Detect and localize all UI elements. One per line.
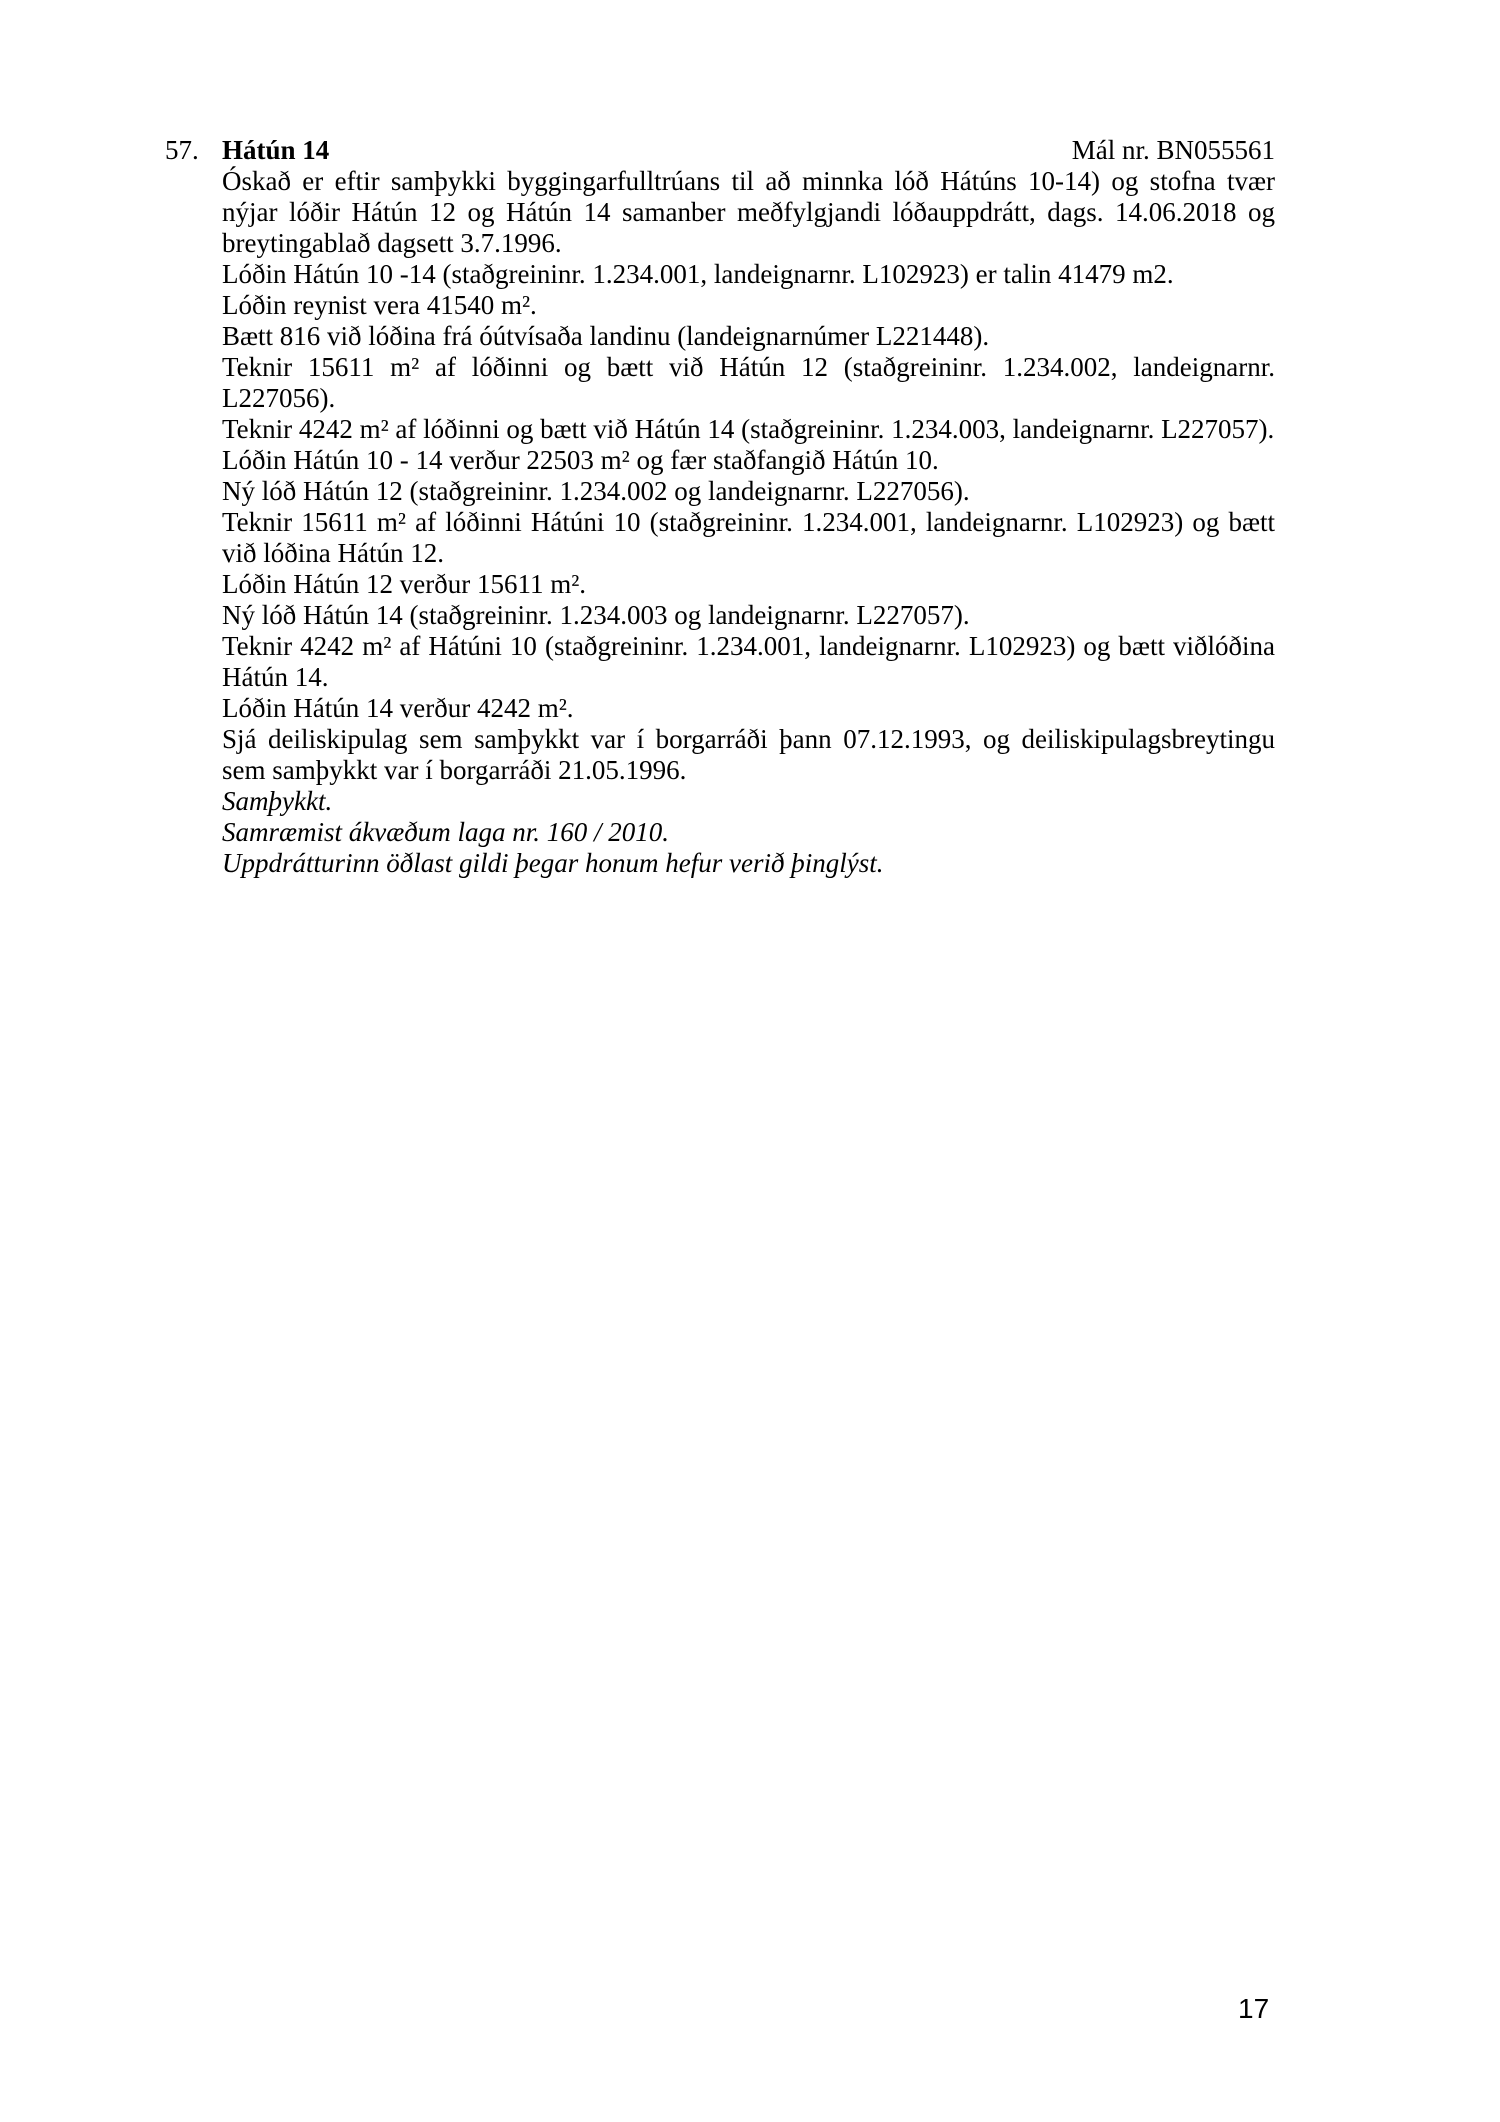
paragraph: Teknir 4242 m² af lóðinni og bætt við Hátún 14 (staðgreininr. 1.234.003, landeignarnr. L227057).	[222, 414, 1275, 444]
paragraph: Teknir 15611 m² af lóðinni og bætt við Hátún 12 (staðgreininr. 1.234.002, landeignarnr. L227056).	[222, 352, 1275, 413]
case-number: Mál nr. BN055561	[1071, 135, 1275, 165]
paragraph: Samræmist ákvæðum laga nr. 160 / 2010.	[222, 817, 670, 847]
paragraph: Uppdrátturinn öðlast gildi þegar honum hefur verið þinglýst.	[222, 848, 884, 878]
paragraph: Lóðin Hátún 12 verður 15611 m².	[222, 569, 587, 599]
item-number: 57.	[165, 135, 199, 165]
agenda-item	[165, 135, 1275, 879]
paragraph: Ný lóð Hátún 14 (staðgreininr. 1.234.003 og landeignarnr. L227057).	[222, 600, 970, 630]
item-title: Hátún 14	[222, 135, 330, 165]
paragraph: Lóðin Hátún 10 - 14 verður 22503 m² og fær staðfangið Hátún 10.	[222, 445, 939, 475]
paragraph: Ný lóð Hátún 12 (staðgreininr. 1.234.002 og landeignarnr. L227056).	[222, 476, 970, 506]
paragraph: Bætt 816 við lóðina frá óútvísaða landinu (landeignarnúmer L221448).	[222, 321, 990, 351]
paragraph: Lóðin Hátún 10 -14 (staðgreininr. 1.234.001, landeignarnr. L102923) er talin 41479 m2.	[222, 259, 1174, 289]
paragraph: Teknir 4242 m² af Hátúni 10 (staðgreininr. 1.234.001, landeignarnr. L102923) og bætt viðlóðina Hátún 14.	[222, 631, 1275, 692]
paragraph: Lóðin Hátún 14 verður 4242 m².	[222, 693, 574, 723]
paragraph: Samþykkt.	[222, 786, 333, 816]
item-title-group	[165, 135, 329, 166]
paragraph-list	[222, 166, 1275, 879]
page-number: 17	[1238, 1993, 1270, 2024]
paragraph: Lóðin reynist vera 41540 m².	[222, 290, 537, 320]
paragraph: Teknir 15611 m² af lóðinni Hátúni 10 (staðgreininr. 1.234.001, landeignarnr. L102923) og bætt við lóðina Hátún 12.	[222, 507, 1275, 568]
paragraph: Sjá deiliskipulag sem samþykkt var í borgarráði þann 07.12.1993, og deiliskipulagsbreytingu sem samþykkt var í borgarráði 21.05.1996.	[222, 724, 1275, 785]
paragraph: Óskað er eftir samþykki byggingarfulltrúans til að minnka lóð Hátúns 10-14) og stofna tvær nýjar lóðir Hátún 12 og Hátún 14 samanber meðfylgjandi lóðauppdrátt, dags. 14.06.2018 og breytingablað dagsett 3.7.1996.	[222, 166, 1275, 258]
item-header	[165, 135, 1275, 166]
